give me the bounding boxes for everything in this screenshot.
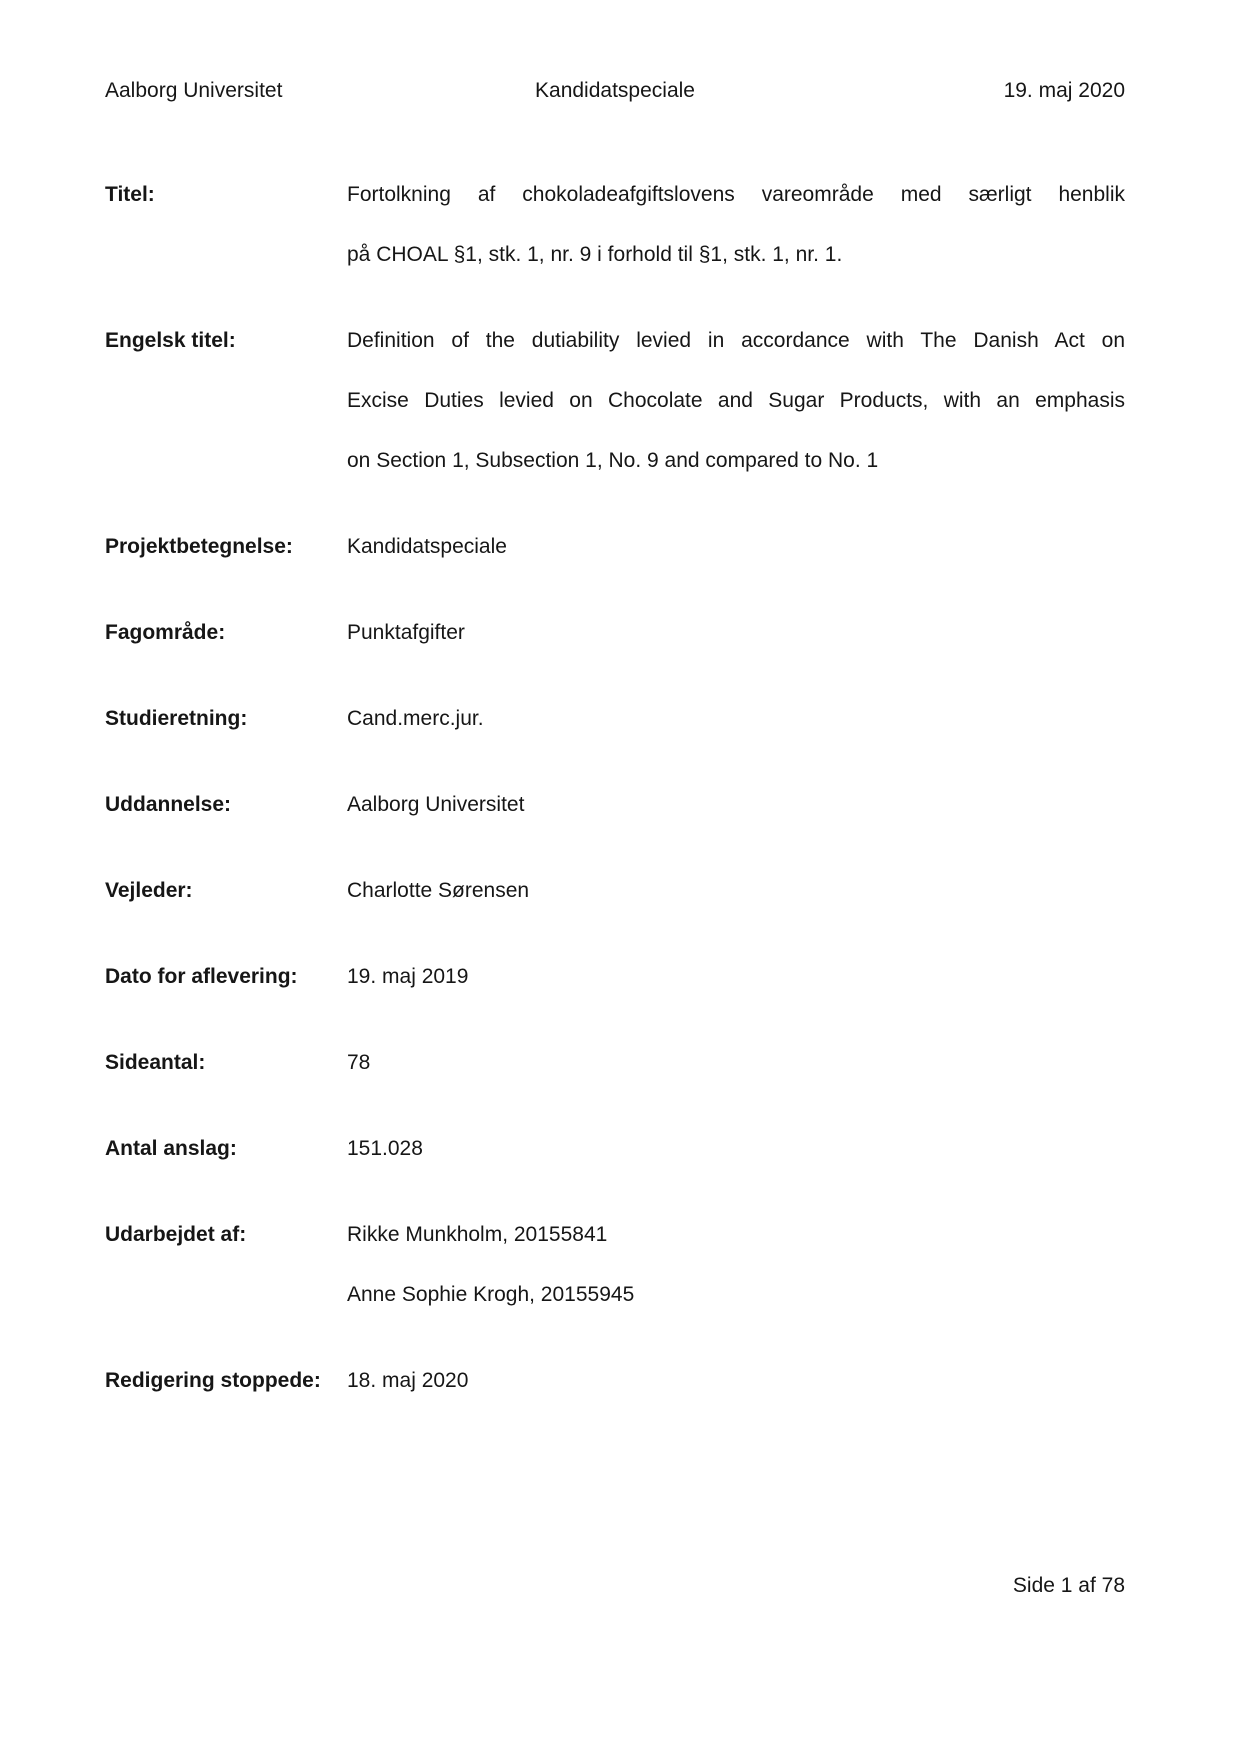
header-document-type: Kandidatspeciale xyxy=(535,79,695,102)
field-row xyxy=(105,603,1125,663)
field-label: Redigering stoppede: xyxy=(105,1369,321,1392)
field-value-line: Anne Sophie Krogh, 20155945 xyxy=(347,1283,635,1306)
field-value-line: 18. maj 2020 xyxy=(347,1369,469,1392)
field-row xyxy=(105,1033,1125,1093)
field-label: Projektbetegnelse: xyxy=(105,535,293,558)
field-value-line: Excise Duties levied on Chocolate and Sugar Products, with an emphasis xyxy=(347,389,1125,412)
field-label: Engelsk titel: xyxy=(105,329,236,352)
field-value-line: Punktafgifter xyxy=(347,621,465,644)
header-date: 19. maj 2020 xyxy=(1003,79,1125,102)
field-value xyxy=(347,1351,1125,1411)
field-value xyxy=(347,861,1125,921)
field-label: Udarbejdet af: xyxy=(105,1223,247,1246)
field-value xyxy=(347,1033,1125,1093)
page-number: Side 1 af 78 xyxy=(1012,1574,1125,1597)
field-label: Studieretning: xyxy=(105,707,248,730)
field-row xyxy=(105,517,1125,577)
field-value xyxy=(347,689,1125,749)
field-row xyxy=(105,947,1125,1007)
field-value xyxy=(347,311,1125,491)
field-label: Vejleder: xyxy=(105,879,193,902)
field-row xyxy=(105,1351,1125,1411)
field-value xyxy=(347,603,1125,663)
field-label: Fagområde: xyxy=(105,621,226,644)
field-row xyxy=(105,775,1125,835)
header-institution: Aalborg Universitet xyxy=(105,79,283,102)
field-value-line: Kandidatspeciale xyxy=(347,535,507,558)
field-value-line: 19. maj 2019 xyxy=(347,965,469,988)
field-value xyxy=(347,165,1125,285)
field-row xyxy=(105,311,1125,491)
field-value xyxy=(347,947,1125,1007)
page-header xyxy=(105,61,1125,121)
field-value-line: Definition of the dutiability levied in accordance with The Danish Act on xyxy=(347,329,1125,352)
field-value-line: Charlotte Sørensen xyxy=(347,879,530,902)
field-value-line: på CHOAL §1, stk. 1, nr. 9 i forhold til §1, stk. 1, nr. 1. xyxy=(347,243,843,266)
field-value xyxy=(347,775,1125,835)
field-value-line: Cand.merc.jur. xyxy=(347,707,484,730)
field-row xyxy=(105,165,1125,285)
field-value xyxy=(347,517,1125,577)
field-label: Uddannelse: xyxy=(105,793,232,816)
field-value xyxy=(347,1119,1125,1179)
title-page-fields xyxy=(105,165,1125,1411)
field-value-line: 151.028 xyxy=(347,1137,423,1160)
field-row xyxy=(105,1205,1125,1325)
field-row xyxy=(105,689,1125,749)
field-row xyxy=(105,1119,1125,1179)
field-label: Antal anslag: xyxy=(105,1137,237,1160)
field-value-line: on Section 1, Subsection 1, No. 9 and compared to No. 1 xyxy=(347,449,879,472)
field-value xyxy=(347,1205,1125,1325)
field-value-line: Fortolkning af chokoladeafgiftslovens vareområde med særligt henblik xyxy=(347,183,1125,206)
field-label: Titel: xyxy=(105,183,155,206)
field-value-line: Rikke Munkholm, 20155841 xyxy=(347,1223,608,1246)
field-label: Dato for aflevering: xyxy=(105,965,298,988)
field-value-line: 78 xyxy=(347,1051,371,1074)
field-value-line: Aalborg Universitet xyxy=(347,793,525,816)
field-label: Sideantal: xyxy=(105,1051,206,1074)
field-row xyxy=(105,861,1125,921)
